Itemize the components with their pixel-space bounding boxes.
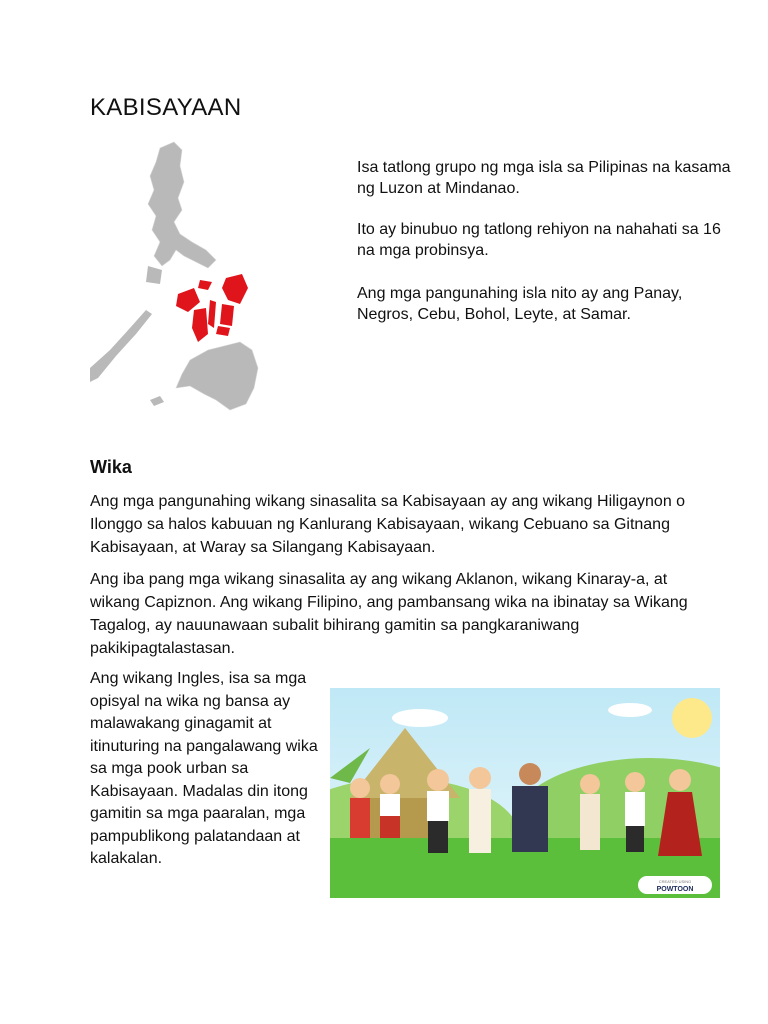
sun-shape bbox=[672, 698, 712, 738]
philippines-map-image bbox=[90, 138, 266, 416]
wika-paragraph: Ang iba pang mga wikang sinasalita ay ang wikang Aklanon, wikang Kinaray-a, at wikang Capiznon. Ang wikang Filipino, ang pambansang wika na ibinatay sa Wikang Tagalog, ay nauunawaan subalit bihirang gamitin sa pangkaraniwang pakikipagtalastasan. bbox=[90, 571, 688, 657]
wika-paragraph: Ang mga pangunahing wikang sinasalita sa Kabisayaan ay ang wikang Hiligaynon o Ilonggo sa halos kabuuan ng Kanlurang Kabisayaan, wikang Cebuano sa Gitnang Kabisayaan, at Waray sa Silangang Kabisayaan. bbox=[90, 493, 686, 556]
intro-paragraph: Ito ay binubuo ng tatlong rehiyon na nahahati sa 16 na mga probinsya. bbox=[357, 221, 721, 259]
leyte-shape bbox=[220, 304, 234, 326]
section-heading-wika: Wika bbox=[90, 457, 132, 477]
watermark-small-text: CREATED USING bbox=[658, 879, 692, 884]
wika-paragraph: Ang wikang Ingles, isa sa mga opisyal na wika ng bansa ay malawakang ginagamit at itinuturing na pangalawang wika sa mga pook urban sa Kabisayaan. Madalas din itong gamitin sa mga paaralan, mga pampublikong palatandaan at kalakalan. bbox=[90, 670, 318, 867]
watermark-logo-text: POWTOON bbox=[656, 886, 694, 893]
filipino-people-illustration bbox=[330, 688, 720, 898]
intro-paragraph: Isa tatlong grupo ng mga isla sa Pilipinas na kasama ng Luzon at Mindanao. bbox=[357, 159, 731, 197]
page-title: KABISAYAAN bbox=[90, 94, 242, 121]
intro-paragraph: Ang mga pangunahing isla nito ay ang Panay, Negros, Cebu, Bohol, Leyte, at Samar. bbox=[357, 285, 683, 323]
